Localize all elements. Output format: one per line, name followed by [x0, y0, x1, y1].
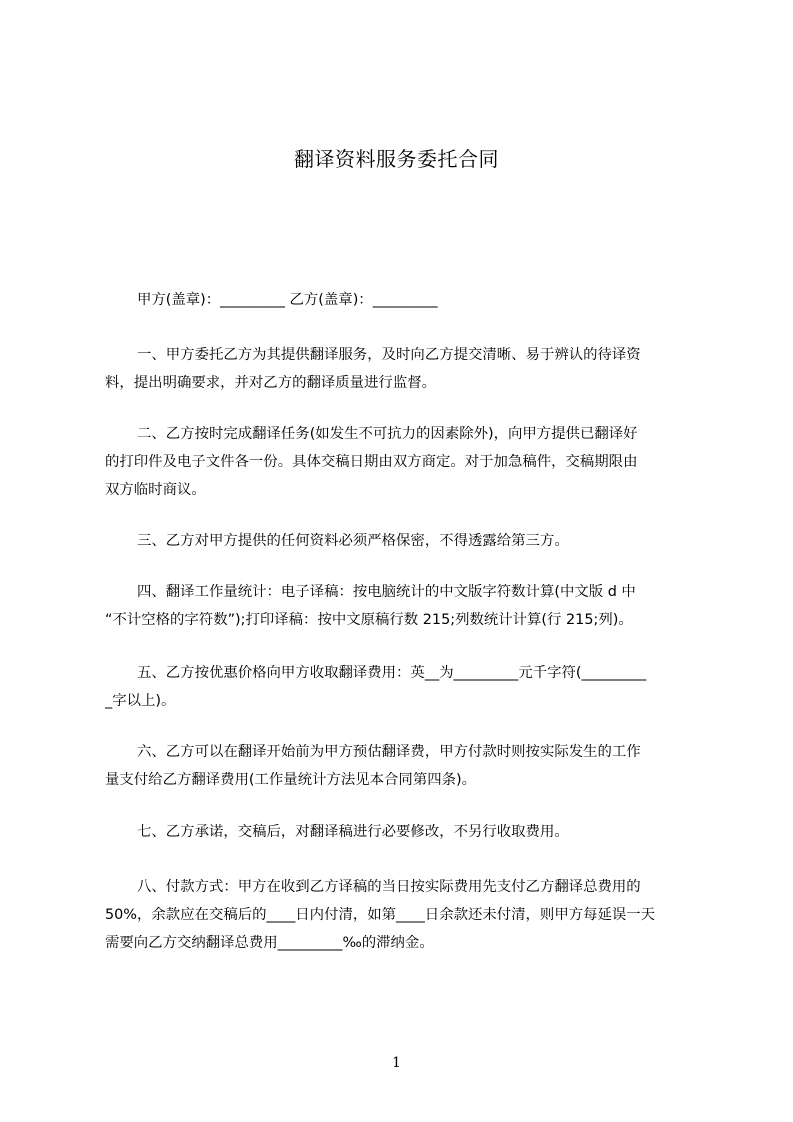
clause-2-line-3: 双方临时商议。 [105, 482, 206, 498]
clause-1-line-2: 料，提出明确要求，并对乙方的翻译质量进行监督。 [105, 375, 436, 391]
clause-6-line-1: 六、乙方可以在翻译开始前为甲方预估翻译费，甲方付款时则按实际发生的工作 [137, 744, 641, 760]
document-title: 翻译资料服务委托合同 [294, 147, 499, 171]
clause-7-line-1: 七、乙方承诺，交稿后，对翻译稿进行必要修改，不另行收取费用。 [137, 824, 569, 840]
clause-8-line-1: 八、付款方式：甲方在收到乙方译稿的当日按实际费用先支付乙方翻译总费用的 [137, 879, 641, 895]
clause-4-line-2: “不计空格的字符数”);打印译稿：按中文原稿行数 215;列数统计计算(行 215;列)。 [105, 612, 633, 628]
clause-4-line-1: 四、翻译工作量统计：电子译稿：按电脑统计的中文版字符数计算(中文版 d 中 [137, 584, 636, 600]
clause-8-line-2: 50%，余款应在交稿后的____日内付清，如第____日余款还未付清，则甲方每延误一天 [105, 907, 656, 923]
clause-2-line-2: 的打印件及电子文件各一份。具体交稿日期由双方商定。对于加急稿件，交稿期限由 [105, 454, 638, 470]
clause-1-line-1: 一、甲方委托乙方为其提供翻译服务，及时向乙方提交清晰、易于辨认的待译资 [137, 347, 641, 363]
clause-5-line-2: _字以上)。 [105, 693, 176, 709]
clause-8-line-3: 需要向乙方交纳翻译总费用_________‰的滞纳金。 [105, 935, 434, 951]
clause-6-line-2: 量支付给乙方翻译费用(工作量统计方法见本合同第四条)。 [105, 772, 476, 788]
parties-line: 甲方(盖章)：_________ 乙方(盖章)：_________ [137, 292, 438, 308]
clause-3-line-1: 三、乙方对甲方提供的任何资料必须严格保密，不得透露给第三方。 [137, 533, 569, 549]
clause-5-line-1: 五、乙方按优惠价格向甲方收取翻译费用：英__为_________元千字符(_________ [137, 665, 647, 681]
clause-2-line-1: 二、乙方按时完成翻译任务(如发生不可抗力的因素除外)，向甲方提供已翻译好 [137, 426, 638, 442]
page-number: 1 [392, 1055, 401, 1071]
